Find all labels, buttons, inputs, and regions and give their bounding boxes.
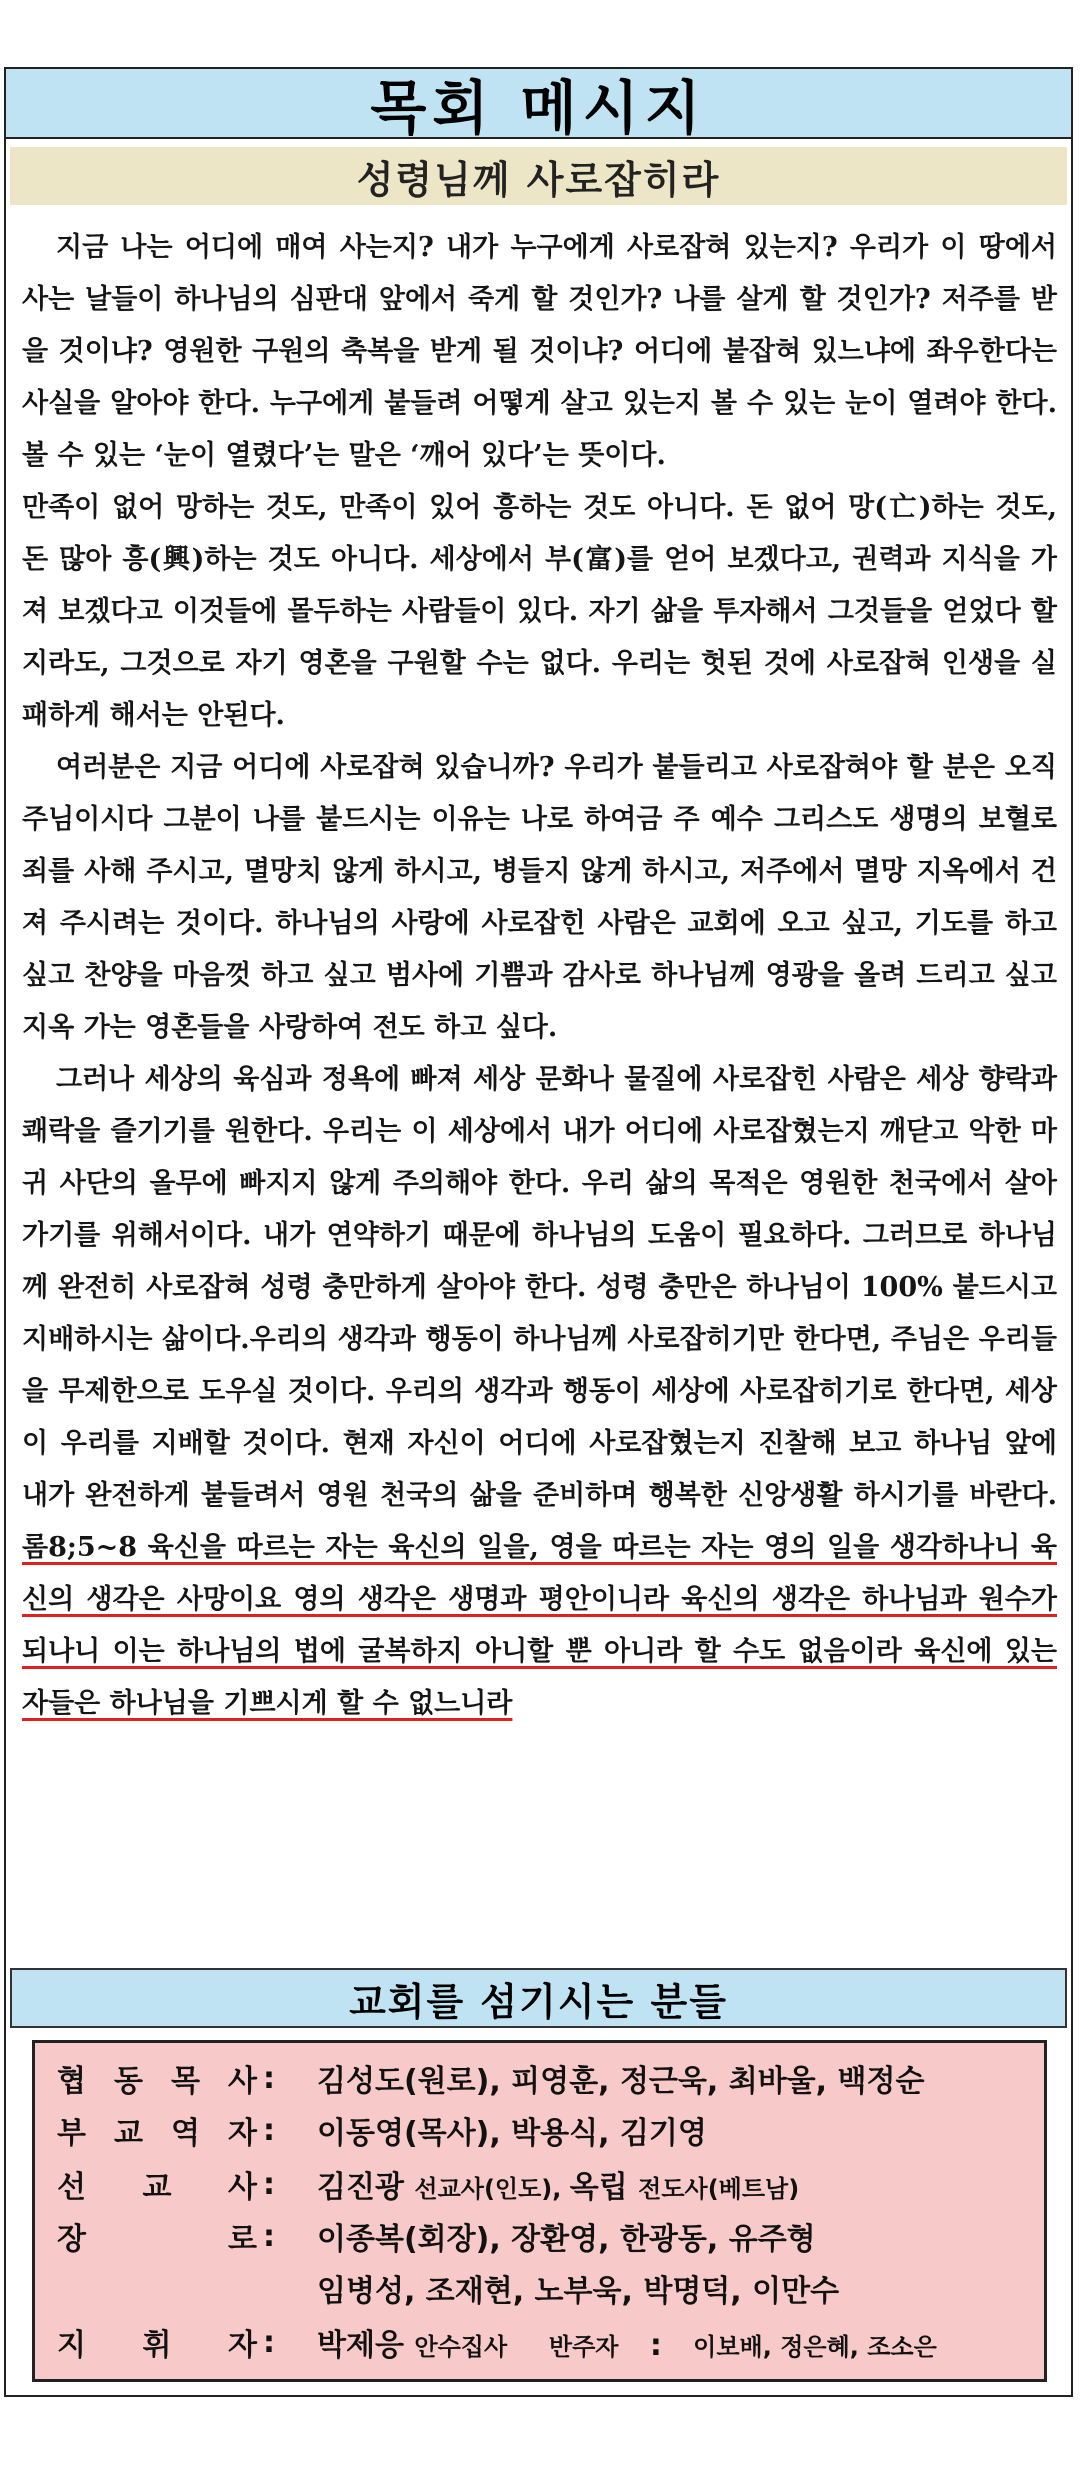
staff-colon: : [263,2166,275,2202]
staff-colon: : [263,2324,275,2360]
staff-row-elders-continued [35,2263,1044,2313]
staff-names: 김성도(원로), 피영훈, 정근욱, 최바울, 백정순 [317,2064,925,2099]
staff-role: 협 동 목 사 [57,2064,257,2099]
staff-row-missionaries [35,2159,1044,2209]
staff-colon: : [263,2060,275,2096]
staff-row-associate-pastors [35,2053,1044,2103]
title-banner [4,67,1073,142]
paragraph-1: 지금 나는 어디에 매여 사는지? 내가 누구에게 사로잡혀 있는지? 우리가 이 땅에서 사는 날들이 하나님의 심판대 앞에서 죽게 할 것인가? 나를 살게 할 것인가? 저주를 받을 것이냐? 영원한 구원의 축복을 받게 될 것이냐? 어디에 붙잡혀 있느냐에 좌우한다는 사실을 알아야 한다. 누구에게 붙들려 어떻게 살고 있는지 볼 수 있는 눈이 열려야 한다. 볼 수 있는 ‘눈이 열렸다’는 말은 ‘깨어 있다’는 뜻이다. [22,232,1057,471]
staff-colon: : [263,2112,275,2148]
staff-names: 박제응 안수집사 반주자 : 이보배, 정은혜, 조소은 [317,2328,937,2363]
staff-names: 김진광 선교사(인도), 옥립 전도사(베트남) [317,2170,800,2205]
paragraph-4-text: 그러나 세상의 육심과 정욕에 빠져 세상 문화나 물질에 사로잡힌 사람은 세상 향락과 쾌락을 즐기기를 원한다. 우리는 이 세상에서 내가 어디에 사로잡혔는지 깨닫고 악한 마귀 사단의 올무에 빠지지 않게 주의해야 한다. 우리 삶의 목적은 영원한 천국에서 살아가기를 위해서이다. 내가 연약하기 때문에 하나님의 도움이 필요하다. 그러므로 하나님께 완전히 사로잡혀 성령 충만하게 살아야 한다. 성령 충만은 하나님이 100% 붙드시고 지배하시는 삶이다.우리의 생각과 행동이 하나님께 사로잡히기만 한다면, 주님은 우리들을 무제한으로 도우실 것이다. 우리의 생각과 행동이 세상에 사로잡히기로 한다면, 세상이 우리를 지배할 것이다. 현재 자신이 어디에 사로잡혔는지 진찰해 보고 하나님 앞에 내가 완전하게 붙들려서 영원 천국의 삶을 준비하며 행복한 신앙생활 하시기를 바란다. [22,1064,1057,1511]
staff-box [32,2040,1047,2382]
subtitle-banner [10,147,1067,205]
staff-role: 지 휘 자 [57,2328,257,2363]
accompanist-label: 반주자 [548,2333,619,2361]
message-title: 성령님께 사로잡히라 [356,157,721,202]
staff-role: 선 교 사 [57,2170,257,2205]
paragraph-4 [22,1054,1057,1730]
staff-names: 이종복(회장), 장환영, 한광동, 유주형 [317,2222,816,2257]
staff-section-title: 교회를 섬기시는 분들 [349,1979,728,2024]
staff-colon: : [263,2218,275,2254]
bible-verse: 롬8;5~8 육신을 따르는 자는 육신의 일을, 영을 따르는 자는 영의 일을 생각하나니 육신의 생각은 사망이요 영의 생각은 생명과 평안이니라 육신의 생각은 하나님과 원수가 되나니 이는 하나님의 법에 굴복하지 아니할 뿐 아니라 할 수도 없음이라 육신에 있는 자들은 하나님을 기쁘시게 할 수 없느니라 [22,1532,1057,1719]
staff-row-elders [35,2211,1044,2261]
staff-role: 장 로 [57,2222,257,2257]
staff-row-assistant-ministers [35,2105,1044,2155]
staff-row-conductor [35,2317,1044,2367]
staff-names: 임병성, 조재현, 노부욱, 박명덕, 이만수 [317,2274,840,2309]
staff-section-banner [10,1968,1067,2028]
paragraph-2: 만족이 없어 망하는 것도, 만족이 있어 흥하는 것도 아니다. 돈 없어 망(亡)하는 것도, 돈 많아 흥(興)하는 것도 아니다. 세상에서 부(富)를 얻어 보겠다고, 권력과 지식을 가져 보겠다고 이것들에 몰두하는 사람들이 있다. 자기 삶을 투자해서 그것들을 얻었다 할지라도, 그것으로 자기 영혼을 구원할 수는 없다. 우리는 헛된 것에 사로잡혀 인생을 실패하게 해서는 안된다. [22,492,1057,731]
accompanist-names: 이보배, 정은혜, 조소은 [693,2333,937,2361]
staff-role: 부 교 역 자 [57,2116,257,2151]
message-body [22,222,1057,1730]
page-title: 목회 메시지 [370,74,707,142]
staff-names: 이동영(목사), 박용식, 김기영 [317,2116,707,2151]
paragraph-3: 여러분은 지금 어디에 사로잡혀 있습니까? 우리가 붙들리고 사로잡혀야 할 분은 오직 주님이시다 그분이 나를 붙드시는 이유는 나로 하여금 주 예수 그리스도 생명의 보혈로 죄를 사해 주시고, 멸망치 않게 하시고, 병들지 않게 하시고, 저주에서 멸망 지옥에서 건져 주시려는 것이다. 하나님의 사랑에 사로잡힌 사람은 교회에 오고 싶고, 기도를 하고 싶고 찬양을 마음껏 하고 싶고 범사에 기쁨과 감사로 하나님께 영광을 올려 드리고 싶고 지옥 가는 영혼들을 사랑하여 전도 하고 싶다. [22,752,1057,1043]
